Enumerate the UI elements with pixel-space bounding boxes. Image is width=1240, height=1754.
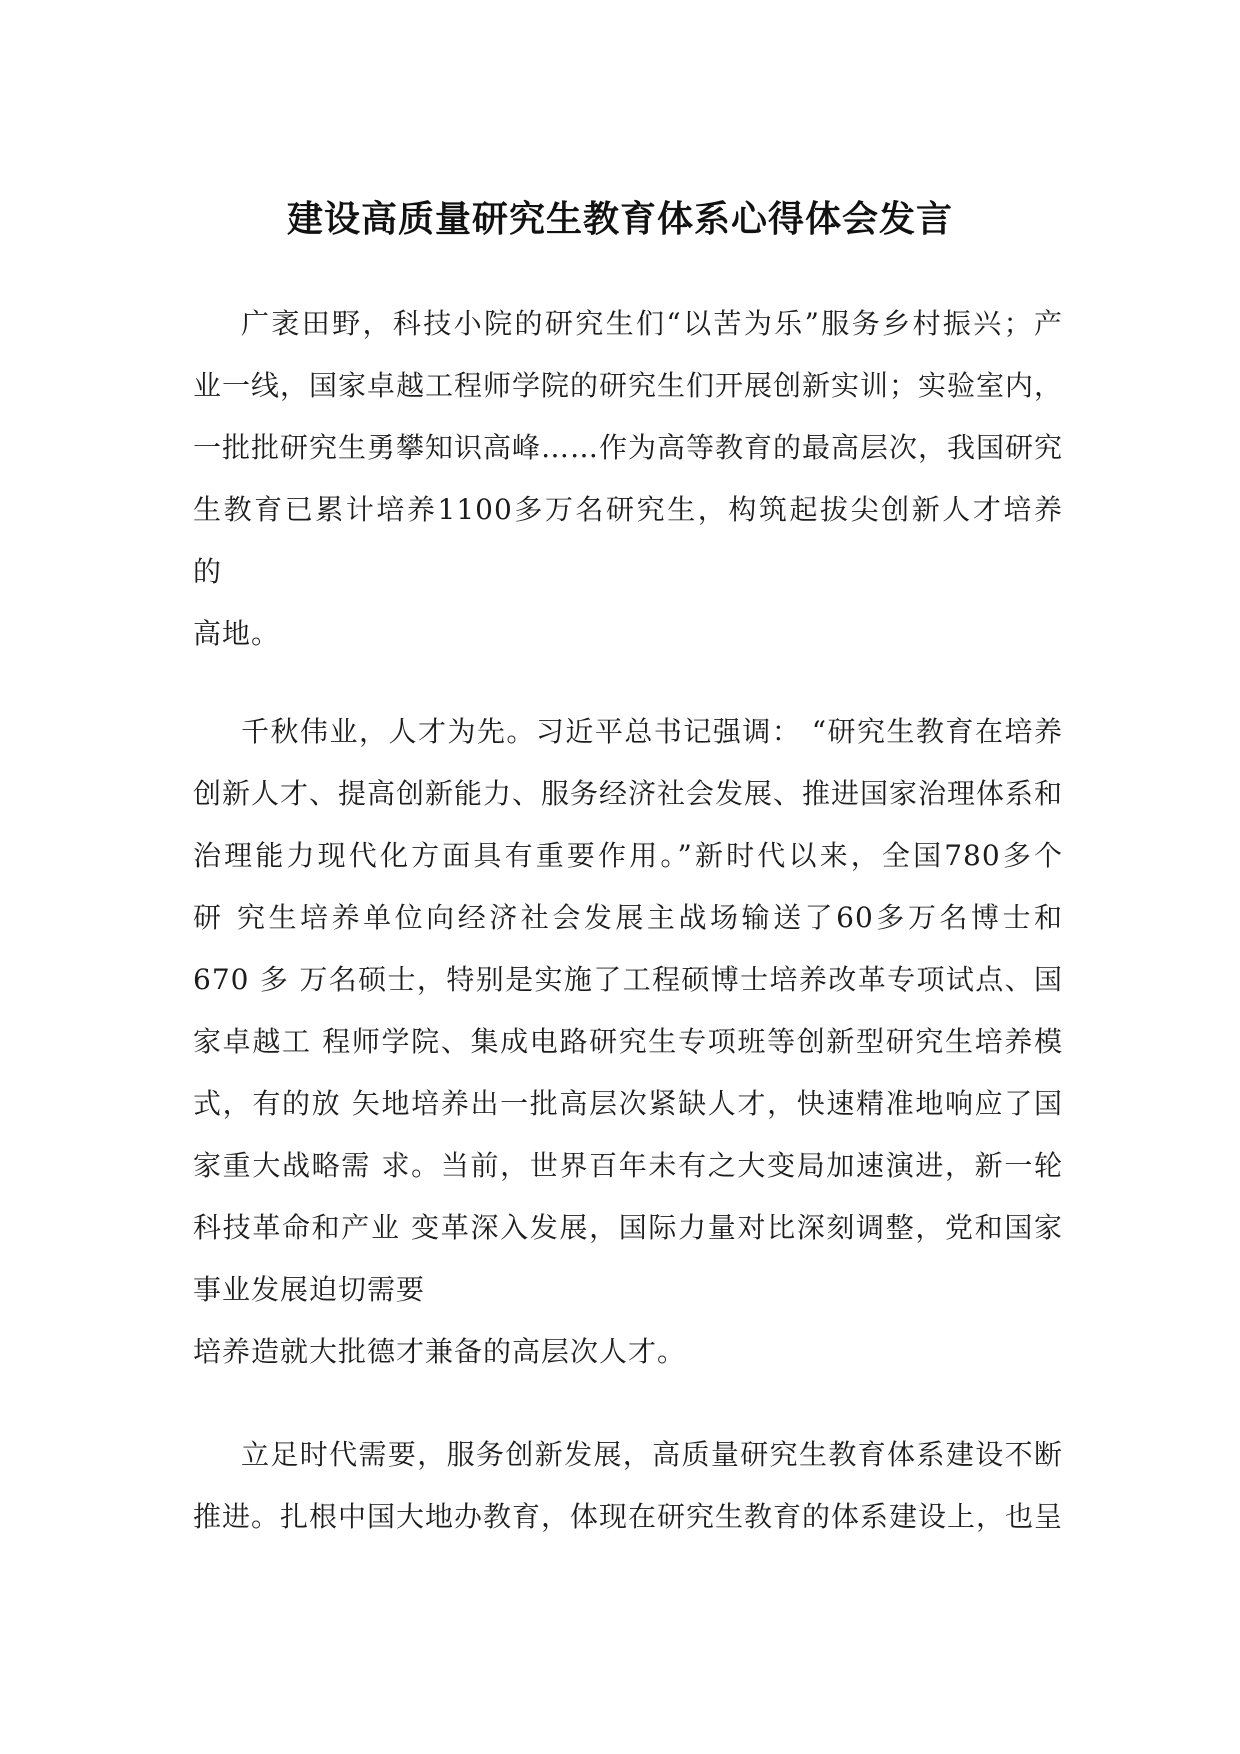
paragraph-line: 高地。: [193, 617, 281, 650]
paragraph-line: 670 多 万名硕士，特别是实施了工程硕博士培养改革专项试点、国: [193, 963, 1063, 996]
paragraph-line: 生教育已累计培养1100多万名研究生，构筑起拔尖创新人才培养: [193, 493, 1063, 526]
document-title: 建设高质量研究生教育体系心得体会发言: [286, 198, 953, 240]
paragraph-line: 创新人才、提高创新能力、服务经济社会发展、推进国家治理体系和: [193, 777, 1064, 810]
paragraph-line: 一批批研究生勇攀知识高峰……作为高等教育的最高层次，我国研究: [193, 431, 1064, 464]
paragraph-line: 科技革命和产业 变革深入发展，国际力量对比深刻调整，党和国家: [193, 1211, 1063, 1244]
paragraph-line: 培养造就大批德才兼备的高层次人才。: [193, 1335, 687, 1368]
paragraph-line: 家重大战略需 求。当前，世界百年未有之大变局加速演进，新一轮: [193, 1149, 1063, 1182]
paragraph-line: 式，有的放 矢地培养出一批高层次紧缺人才，快速精准地响应了国: [193, 1087, 1063, 1120]
paragraph-2: [193, 701, 1063, 1383]
paragraph-line: 广袤田野，科技小院的研究生们“以苦为乐”服务乡村振兴；产: [241, 307, 1063, 340]
paragraph-line: 治理能力现代化方面具有重要作用。”新时代以来，全国780多个: [193, 839, 1063, 872]
paragraph-1: [193, 293, 1063, 665]
paragraph-line: 家卓越工 程师学院、集成电路研究生专项班等创新型研究生培养模: [193, 1025, 1063, 1058]
paragraph-line: 千秋伟业，人才为先。习近平总书记强调： “研究生教育在培养: [241, 715, 1063, 748]
paragraph-line: 立足时代需要，服务创新发展，高质量研究生教育体系建设不断: [241, 1438, 1063, 1471]
paragraph-line: 的: [193, 555, 223, 588]
paragraph-line: 业一线，国家卓越工程师学院的研究生们开展创新实训；实验室内，: [193, 369, 1064, 402]
paragraph-line: 研 究生培养单位向经济社会发展主战场输送了60多万名博士和: [193, 901, 1063, 934]
paragraph-3: [193, 1424, 1063, 1548]
paragraph-line: 推进。扎根中国大地办教育，体现在研究生教育的体系建设上，也呈: [193, 1500, 1064, 1533]
paragraph-line: 事业发展迫切需要: [193, 1273, 426, 1306]
